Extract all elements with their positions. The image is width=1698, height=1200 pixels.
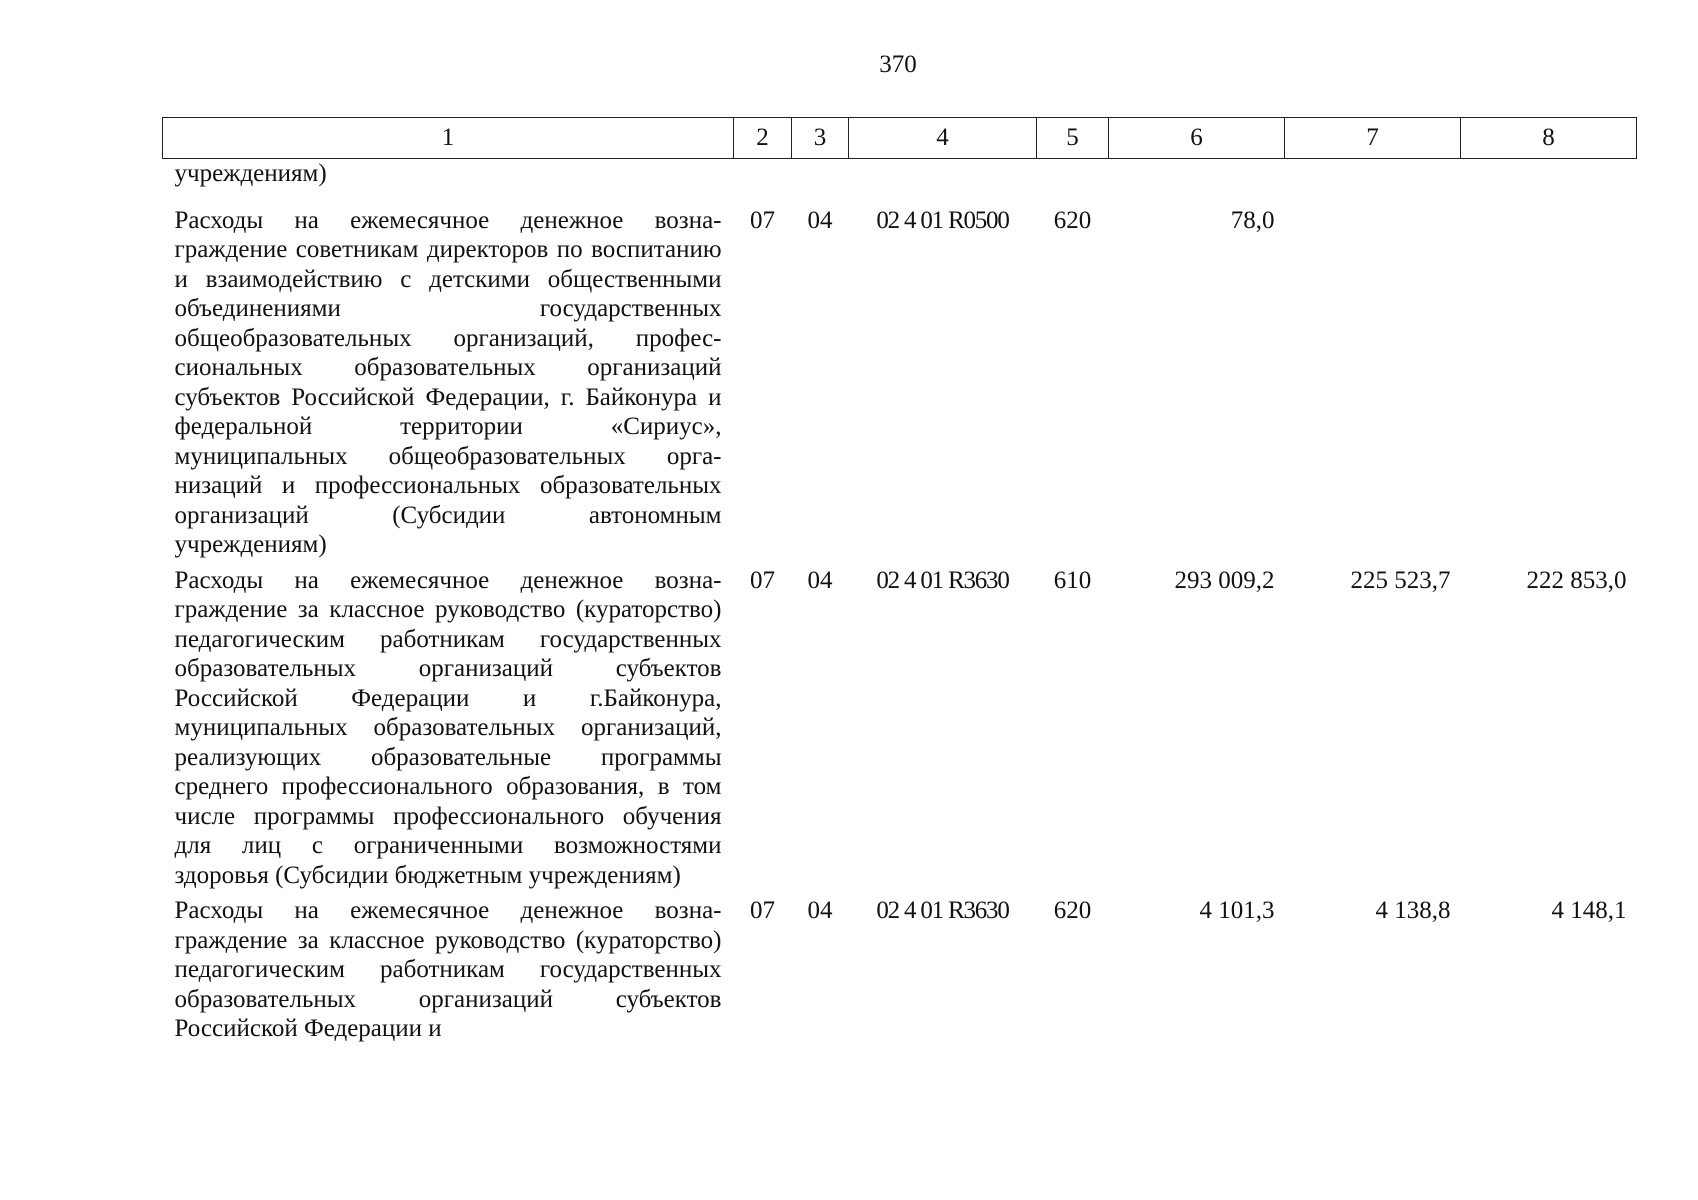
row-subsection-code: 04 [807, 566, 833, 594]
column-header-6: 6 [1109, 118, 1285, 159]
column-header-3: 3 [792, 118, 849, 159]
table-row [163, 566, 1637, 897]
column-header-5: 5 [1037, 118, 1109, 159]
row-section-code: 07 [750, 206, 775, 234]
row-subsection-code: 04 [807, 206, 833, 234]
continuation-text: учреждениям) [174, 160, 327, 187]
row-expense-type: 610 [1053, 566, 1092, 594]
table-header-row [163, 118, 1637, 159]
row-amount-col6: 4 101,3 [1199, 897, 1275, 924]
row-amount-col8 [1461, 206, 1637, 566]
row-amount-col7: 4 138,8 [1375, 897, 1451, 924]
table-row [163, 206, 1637, 566]
column-header-4: 4 [849, 118, 1037, 159]
row-description: Расходы на ежемесячное денежное вознаграждение за классное руководство (кураторство) педагогическим работникам государственных образовательных организаций субъектов Российской Федерации и [174, 897, 722, 1042]
table-row [163, 896, 1637, 1050]
row-amount-col6: 78,0 [1230, 206, 1275, 234]
row-amount-col8: 4 148,1 [1551, 897, 1627, 924]
row-target-article: 02 4 01 R3630 [876, 897, 1009, 924]
column-header-8: 8 [1461, 118, 1637, 159]
row-amount-col8: 222 853,0 [1526, 566, 1627, 594]
row-description: Расходы на ежемесячное денежное вознаграждение советникам директоров по воспитанию и взаимодействию с детскими общественными объединениями государственных общеобразовательных организаций, профессиональных образовательных организаций субъектов Российской Федерации, г. Байконура и федеральной территории «Сириус», муниципальных общеобразовательных организаций и профессиональных образовательных организаций (Субсидии автономным учреждениям) [174, 206, 722, 558]
row-description: Расходы на ежемесячное денежное вознаграждение за классное руководство (кураторство) педагогическим работникам государственных образовательных организаций субъектов Российской Федерации и г.Байконура, муниципальных образовательных организаций, реализующих образовательные программы среднего профессионального образования, в том числе программы профессионального обучения для лиц с ограниченными возможностями здоровья (Субсидии бюджетным учреждениям) [174, 566, 722, 889]
row-expense-type: 620 [1053, 897, 1092, 924]
row-amount-col6: 293 009,2 [1174, 566, 1275, 594]
row-subsection-code: 04 [807, 897, 833, 924]
budget-table [162, 117, 1637, 1050]
row-target-article: 02 4 01 R0500 [876, 206, 1009, 234]
row-section-code: 07 [750, 566, 775, 594]
row-target-article: 02 4 01 R3630 [876, 566, 1009, 594]
page-number: 370 [879, 51, 917, 78]
row-expense-type: 620 [1053, 206, 1092, 234]
row-amount-col7 [1285, 206, 1461, 566]
column-header-1: 1 [163, 118, 734, 159]
row-section-code: 07 [750, 897, 775, 924]
column-header-2: 2 [734, 118, 792, 159]
continuation-row [163, 159, 1637, 206]
column-header-7: 7 [1285, 118, 1461, 159]
row-amount-col7: 225 523,7 [1350, 566, 1451, 594]
